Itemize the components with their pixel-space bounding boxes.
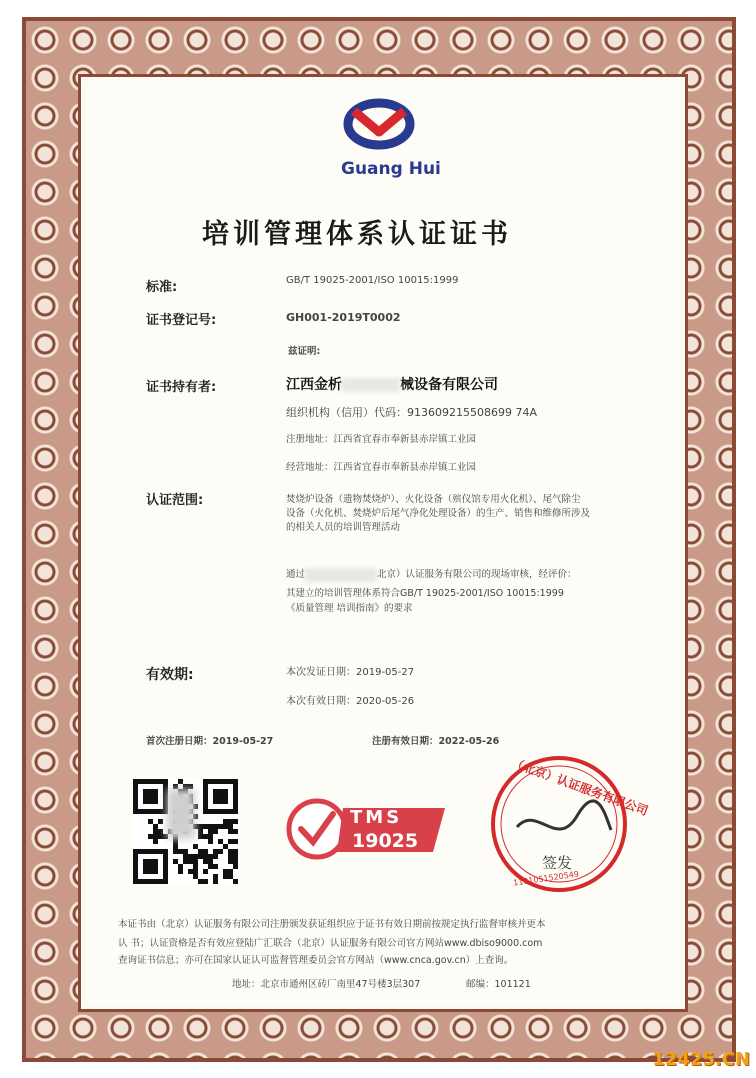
tms-top: TMS <box>350 807 403 828</box>
seal-ring-text: （北京）认证服务有限公司 <box>509 755 650 819</box>
qr-code-icon <box>133 779 237 885</box>
first-reg-date: 首次注册日期：2019-05-27 <box>146 736 274 747</box>
qr-finder <box>133 849 168 884</box>
reg-address: 注册地址：江西省宜春市奉新县赤岸镇工业园 <box>286 434 477 445</box>
audit-line-1 <box>286 566 577 582</box>
audit-prefix: 通过 <box>286 569 306 580</box>
qr-module <box>158 819 163 824</box>
note-label: 兹证明: <box>288 346 321 357</box>
site-watermark: 12425.CN <box>652 1049 750 1070</box>
qr-module <box>233 819 238 824</box>
cert-no-value: GH001-2019T0002 <box>286 311 401 324</box>
footer-postcode: 邮编：101121 <box>466 979 531 990</box>
qr-module <box>233 864 238 869</box>
footer-address: 地址：北京市通州区砖厂南里47号楼3层307 <box>232 979 421 990</box>
redaction-blur <box>342 378 400 392</box>
guanghui-logo-icon <box>340 97 418 157</box>
seal-sign: 签发 <box>542 854 573 872</box>
qr-module <box>218 849 223 854</box>
tms-19025-mark-icon <box>285 796 451 862</box>
qr-finder <box>133 779 168 814</box>
qr-redaction-blur <box>167 789 195 839</box>
validity-expire: 本次有效日期：2020-05-26 <box>286 696 415 707</box>
holder-name <box>286 374 498 394</box>
scope-label: 认证范围: <box>146 493 204 508</box>
holder-name-suffix: 械设备有限公司 <box>400 377 498 393</box>
validity-label: 有效期: <box>146 667 194 683</box>
page-title: 培训管理体系认证证书 <box>202 219 512 250</box>
validity-issue: 本次发证日期：2019-05-27 <box>286 667 415 678</box>
scope-line-3: 的相关人员的培训管理活动 <box>286 522 401 533</box>
holder-label: 证书持有者: <box>146 380 217 395</box>
qr-module <box>213 854 218 859</box>
logo-brand-text: Guang Hui <box>341 159 441 179</box>
scope-line-1: 焚烧炉设备（遗物焚烧炉）、火化设备（殡仪馆专用火化机）、尾气除尘 <box>286 494 581 505</box>
seal-code: 1101051520549 <box>512 869 580 888</box>
qr-module <box>233 839 238 844</box>
qr-module <box>203 869 208 874</box>
audit-line-2: 其建立的培训管理体系符合GB/T 19025-2001/ISO 10015:1999 <box>286 588 564 599</box>
audit-redaction <box>305 568 377 582</box>
op-address: 经营地址：江西省宜春市奉新县赤岸镇工业园 <box>286 462 477 473</box>
standard-label: 标准: <box>146 280 178 295</box>
footer-line-1: 本证书由（北京）认证服务有限公司注册颁发获证组织应于证书有效日期前按规定执行监督审核并更本 <box>118 919 546 930</box>
qr-module <box>208 839 213 844</box>
standard-value: GB/T 19025-2001/ISO 10015:1999 <box>286 275 459 286</box>
qr-module <box>203 879 208 884</box>
holder-name-prefix: 江西金析 <box>286 377 342 393</box>
org-code: 组织机构（信用）代码：913609215508699 74A <box>286 406 537 419</box>
qr-finder <box>203 779 238 814</box>
qr-module <box>178 869 183 874</box>
qr-module <box>233 879 238 884</box>
scope-line-2: 设备（火化机、焚烧炉后尾气净化处理设备）的生产、销售和维修所涉及 <box>286 508 591 519</box>
tms-bottom: 19025 <box>352 830 419 852</box>
audit-line-3: 《质量管理 培训指南》的要求 <box>286 603 413 614</box>
qr-module <box>213 879 218 884</box>
reg-valid-date: 注册有效日期：2022-05-26 <box>372 736 500 747</box>
qr-module <box>153 839 158 844</box>
audit-suffix: 北京）认证服务有限公司的现场审核，经评价： <box>377 569 577 580</box>
footer-line-2: 认 书；认证资格是否有效应登陆广汇联合（北京）认证服务有限公司官方网站www.dbiso9000.com <box>118 938 543 949</box>
qr-module <box>213 864 218 869</box>
qr-module <box>233 829 238 834</box>
qr-module <box>213 829 218 834</box>
cert-no-label: 证书登记号: <box>146 313 217 328</box>
footer-line-3: 查询证书信息；亦可在国家认证认可监督管理委员会官方网站（www.cnca.gov.cn）上查询。 <box>118 955 514 966</box>
